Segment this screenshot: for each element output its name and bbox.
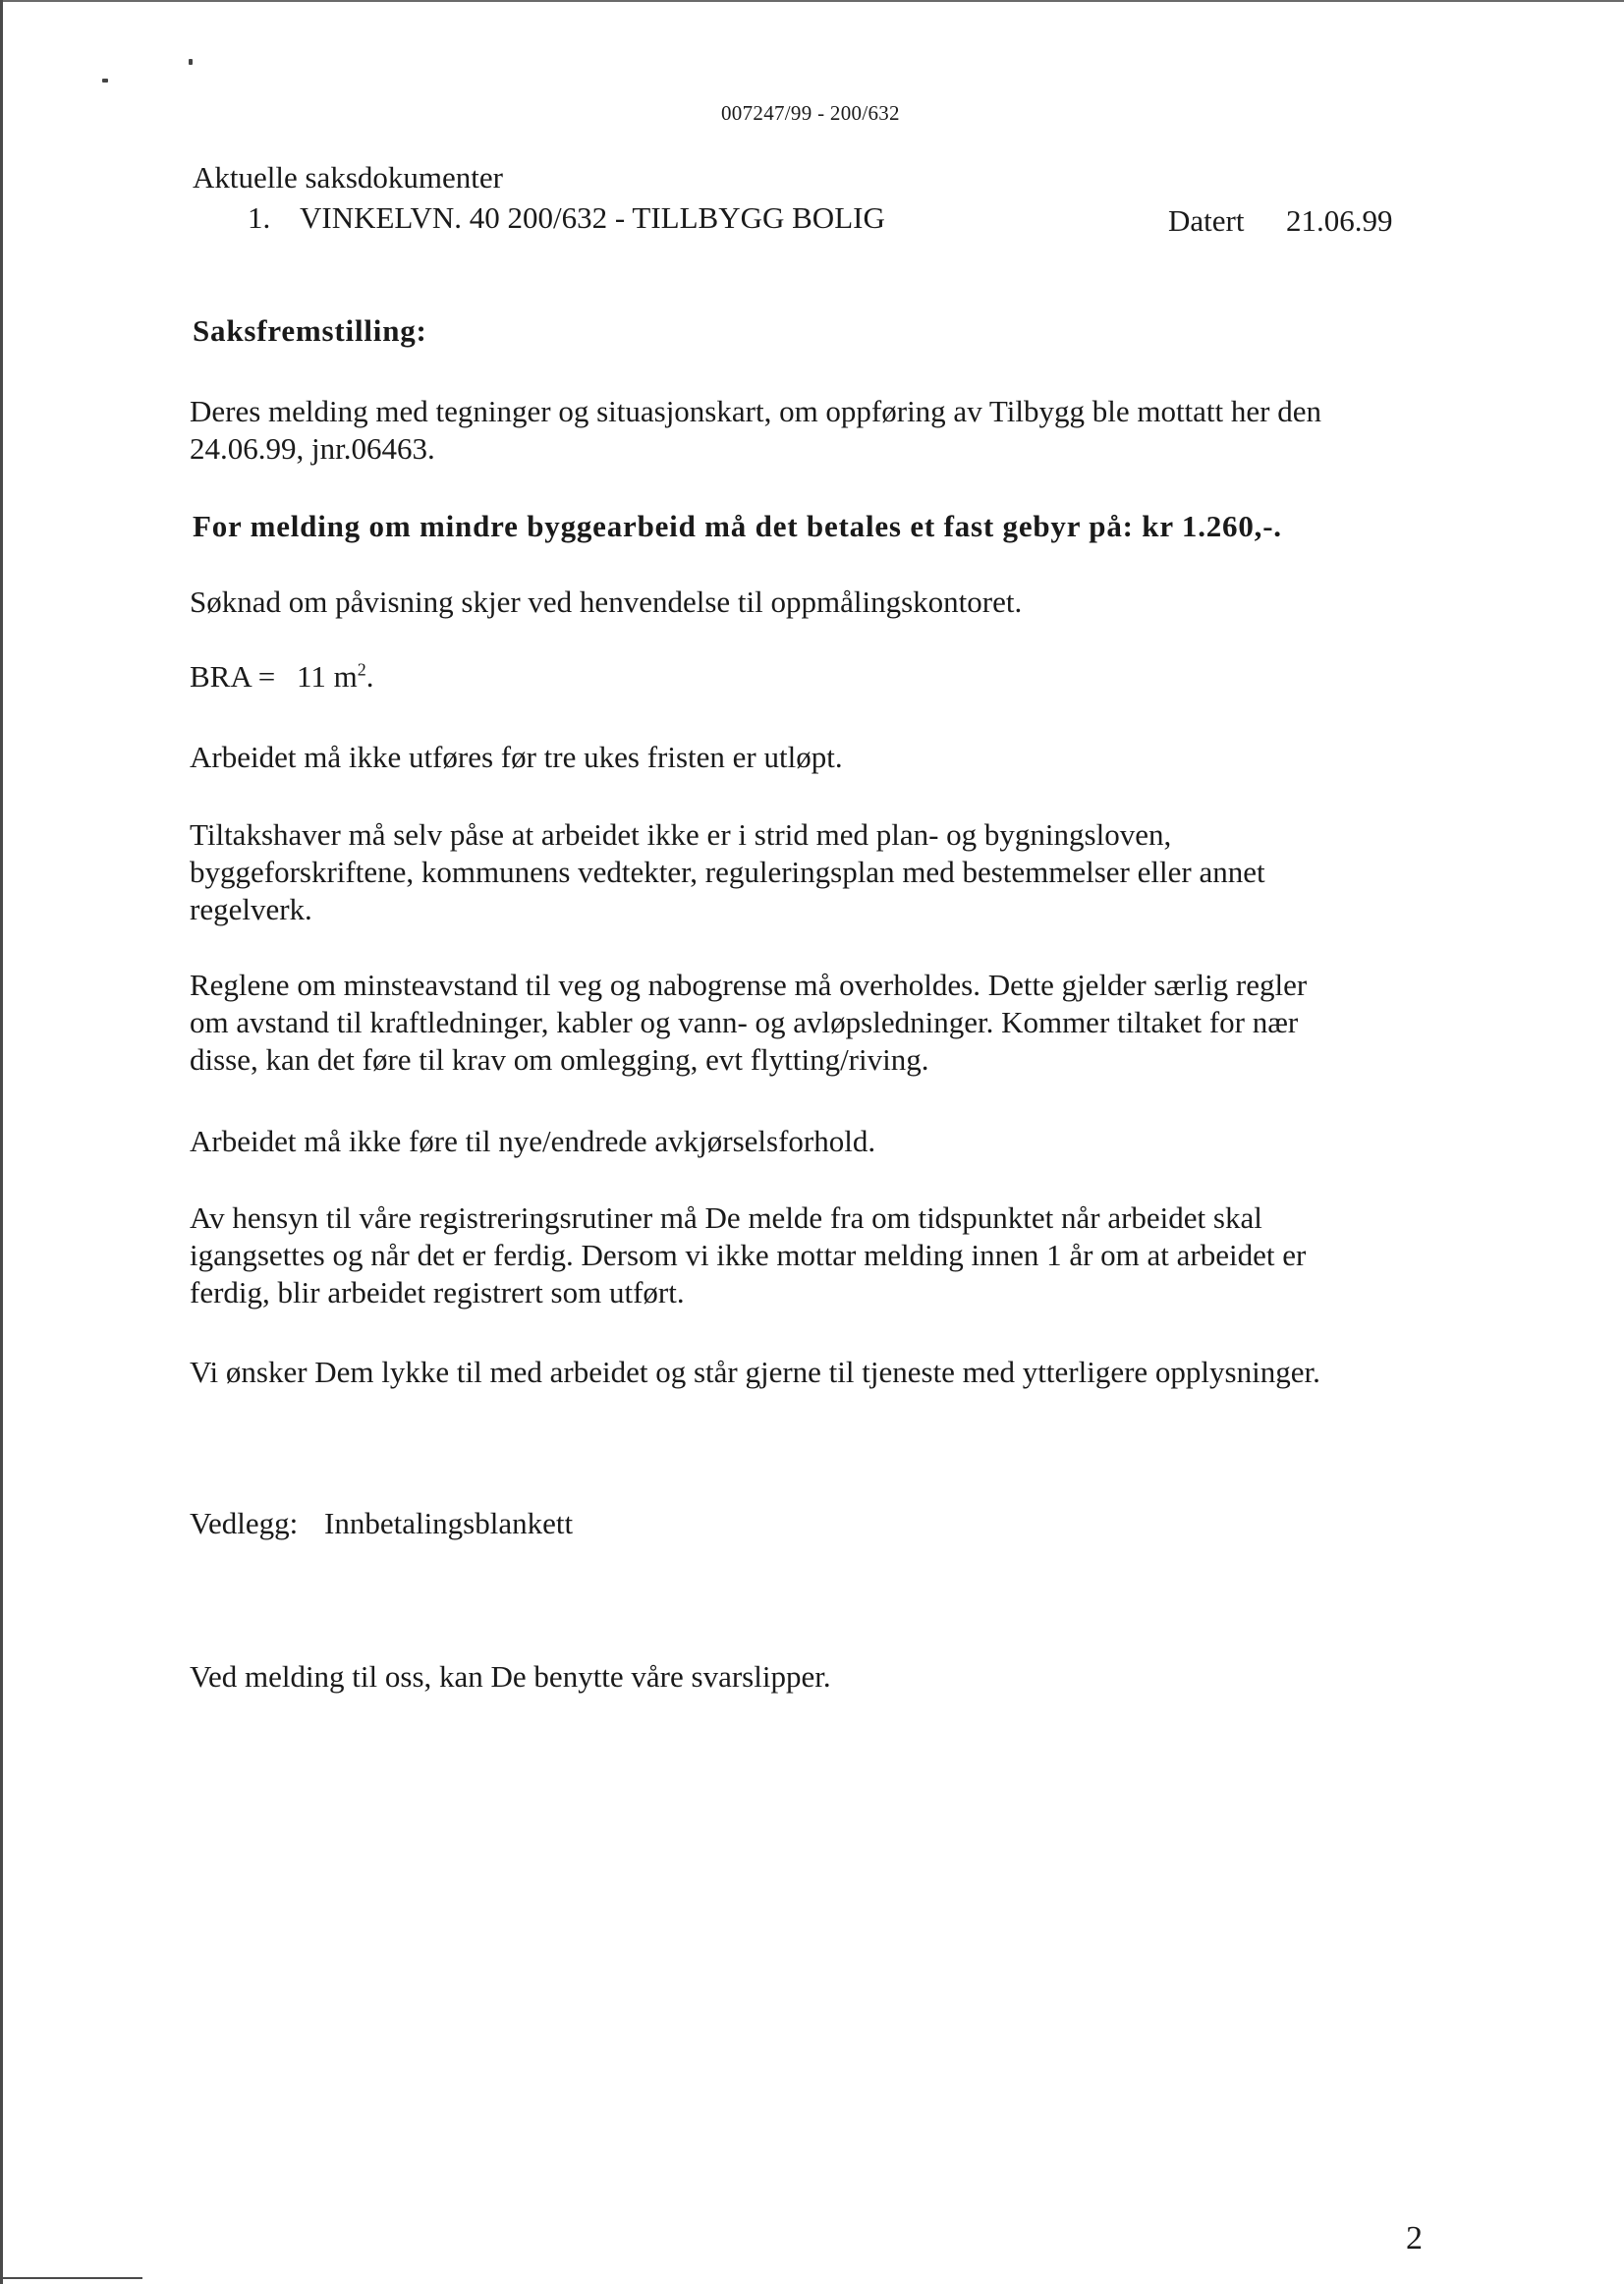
- bra-end: .: [365, 659, 374, 694]
- paragraph-line: byggeforskriftene, kommunens vedtekter, reguleringsplan med bestemmelser eller annet: [190, 855, 1265, 889]
- paragraph-regulations: [190, 816, 1467, 928]
- document-date-value: 21.06.99: [1286, 203, 1393, 238]
- paragraph-deadline: Arbeidet må ikke utføres før tre ukes fristen er utløpt.: [190, 740, 843, 774]
- fee-statement: For melding om mindre byggearbeid må det betales et fast gebyr på: kr 1.260,-.: [193, 509, 1282, 543]
- paragraph-line: disse, kan det føre til krav om omlegging, evt flytting/riving.: [190, 1042, 929, 1077]
- page-number: 2: [1406, 2220, 1423, 2256]
- bra-line: [190, 658, 373, 696]
- page-bottom-edge: [0, 2277, 142, 2279]
- paragraph-line: ferdig, blir arbeidet registrert som utført.: [190, 1275, 685, 1309]
- paragraph-registration: [190, 1199, 1467, 1311]
- attachment-label: Vedlegg:: [190, 1506, 299, 1540]
- document-item-title: VINKELVN. 40 200/632 - TILLBYGG BOLIG: [300, 200, 885, 235]
- paragraph-line: Deres melding med tegninger og situasjonskart, om oppføring av Tilbygg ble mottatt her den: [190, 394, 1321, 428]
- paragraph-access-road: Arbeidet må ikke føre til nye/endrede avkjørselsforhold.: [190, 1124, 876, 1158]
- scan-speck: [189, 59, 193, 65]
- bra-value: 11 m: [297, 659, 358, 694]
- document-date-label: Datert: [1168, 203, 1245, 238]
- paragraph-line: regelverk.: [190, 892, 312, 926]
- paragraph-distance-rules: [190, 967, 1467, 1079]
- closing-note: Ved melding til oss, kan De benytte våre svarslipper.: [190, 1659, 831, 1694]
- document-reference: 007247/99 - 200/632: [721, 101, 900, 125]
- paragraph-line: Av hensyn til våre registreringsrutiner må De melde fra om tidspunktet når arbeidet skal: [190, 1200, 1262, 1235]
- scan-speck: [102, 79, 108, 83]
- paragraph-line: igangsettes og når det er ferdig. Dersom vi ikke mottar melding innen 1 år om at arbeidet er: [190, 1238, 1307, 1272]
- paragraph-line: Reglene om minsteavstand til veg og nabogrense må overholdes. Dette gjelder særlig regler: [190, 968, 1308, 1002]
- page-top-edge: [0, 0, 1624, 2]
- page-left-edge: [0, 0, 3, 2284]
- paragraph-receipt: [190, 393, 1467, 468]
- section-title: Saksfremstilling:: [193, 313, 427, 348]
- paragraph-line: 24.06.99, jnr.06463.: [190, 431, 435, 466]
- paragraph-good-luck: Vi ønsker Dem lykke til med arbeidet og står gjerne til tjeneste med ytterligere opplysninger.: [190, 1355, 1320, 1389]
- documents-heading: Aktuelle saksdokumenter: [193, 160, 503, 195]
- bra-superscript: 2: [357, 659, 366, 680]
- attachment-value: Innbetalingsblankett: [324, 1506, 574, 1540]
- paragraph-line: Tiltakshaver må selv påse at arbeidet ikke er i strid med plan- og bygningsloven,: [190, 817, 1172, 852]
- bra-label: BRA =: [190, 659, 276, 694]
- document-item-number: 1.: [248, 200, 271, 235]
- paragraph-line: om avstand til kraftledninger, kabler og vann- og avløpsledninger. Kommer tiltaket for nær: [190, 1005, 1299, 1039]
- paragraph-measurement: Søknad om påvisning skjer ved henvendelse til oppmålingskontoret.: [190, 585, 1023, 619]
